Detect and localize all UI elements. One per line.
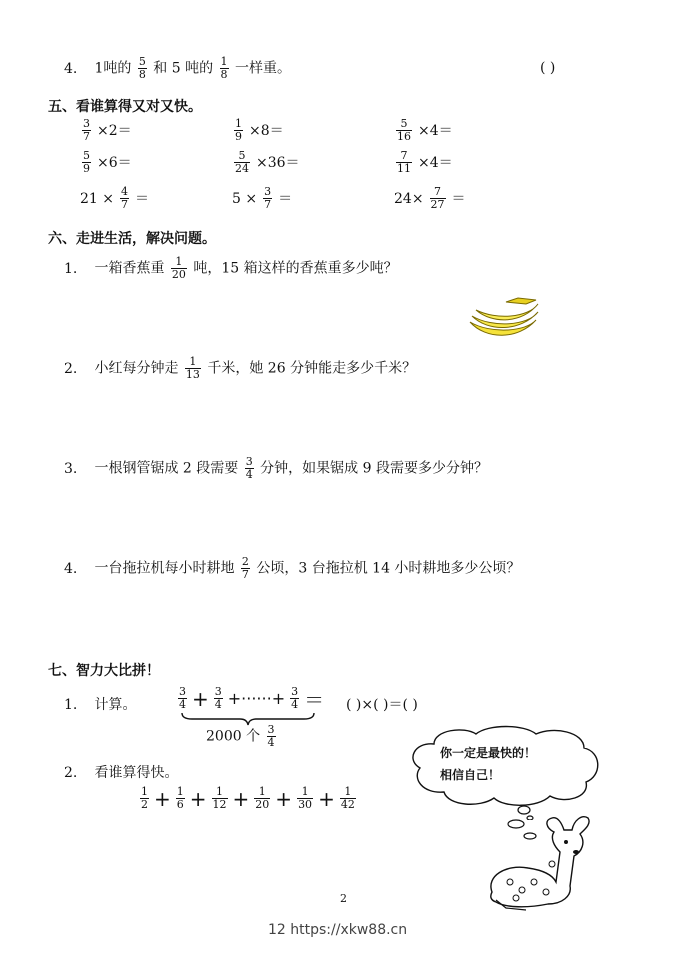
s7-q1-brace-label: [206, 724, 278, 749]
q4-top-number: 4.: [64, 60, 78, 77]
problem-fraction: $\frac{7}{11}$: [397, 149, 411, 175]
s6-q4-text-b: 公顷，3 台拖拉机 14 小时耕地多少公顷？: [256, 560, 521, 577]
q4-top-text-a: 1吨的: [94, 60, 132, 77]
s7-q1-answer: ( )×( )＝( ): [346, 697, 418, 713]
s6-q1: [64, 256, 398, 281]
s7-q2-frac-6: $\frac{1}{42}$: [340, 785, 355, 811]
s6-q1-text-a: 一箱香蕉重: [94, 260, 165, 277]
page-number: 2: [340, 892, 347, 905]
s7-q1-frac-3: $\frac{3}{4}$: [291, 685, 299, 711]
q4-top-frac-b: $\frac{1}{8}$: [220, 55, 228, 81]
q4-top: [64, 56, 291, 81]
section7-title: 七、智力大比拼！: [48, 663, 160, 679]
problem-tail: ×36＝: [256, 154, 300, 171]
problem-fraction: $\frac{7}{27}$: [430, 185, 445, 211]
s6-q3: [64, 456, 488, 481]
s6-q3-text-b: 分钟，如果锯成 9 段需要多少分钟？: [260, 460, 488, 477]
banana-icon: [466, 296, 542, 344]
problem-tail: ×2＝: [97, 122, 132, 139]
bubble-text: [440, 742, 536, 786]
s7-q2-expression: [138, 786, 358, 811]
s7-q1-frac-2: $\frac{3}{4}$: [214, 685, 222, 711]
bubble-line-1: 你一定是最快的！: [440, 746, 537, 760]
q4-top-answer-paren: ( ): [540, 60, 556, 76]
section5-problem: [394, 150, 453, 175]
problem-tail: ＝: [451, 190, 466, 207]
problem-tail: ＝: [135, 190, 149, 207]
problem-fraction: $\frac{3}{7}$: [83, 117, 90, 143]
s7-q2-frac-5: $\frac{1}{30}$: [298, 785, 313, 811]
s7-q1-label-row: [64, 694, 136, 714]
section5-title: 五、看谁算得又对又快。: [48, 99, 202, 115]
s7-q1-equals: ＝: [304, 688, 325, 712]
s7-q2-plus-4: +: [275, 786, 293, 811]
s6-q2-frac: $\frac{1}{13}$: [185, 355, 200, 381]
problem-fraction: $\frac{4}{7}$: [121, 185, 128, 211]
s7-q2-frac-3: $\frac{1}{12}$: [212, 785, 227, 811]
s7-q2-number: 2.: [64, 765, 78, 781]
s6-q1-text-b: 吨，15 箱这样的香蕉重多少吨？: [193, 260, 398, 277]
problem-tail: ×6＝: [97, 154, 132, 171]
s7-q1-expression: [176, 684, 327, 713]
s6-q2-number: 2.: [64, 360, 78, 377]
s7-q2-frac-4: $\frac{1}{20}$: [255, 785, 270, 811]
s6-q2-text-b: 千米，她 26 分钟能走多少千米？: [207, 360, 417, 377]
s6-q3-frac: $\frac{3}{4}$: [245, 455, 253, 481]
problem-tail: ＝: [278, 190, 293, 207]
s6-q4-number: 4.: [64, 560, 78, 577]
section5-problem: [80, 118, 132, 143]
problem-fraction: $\frac{5}{16}$: [397, 117, 411, 143]
problem-tail: ×4＝: [418, 154, 453, 171]
s7-q1-brace-frac: $\frac{3}{4}$: [267, 723, 275, 749]
s7-q1-plus: +: [192, 686, 209, 711]
section5-problem: [232, 186, 292, 211]
s7-q2-label-row: [64, 762, 178, 782]
s6-q4-frac: $\frac{2}{7}$: [241, 555, 249, 581]
s7-q1-dots: +······+: [227, 689, 286, 708]
footer-watermark[interactable]: 12 https://xkw88.cn: [268, 922, 408, 938]
s7-q1-label: 计算。: [94, 697, 137, 713]
problem-fraction: $\frac{1}{9}$: [235, 117, 242, 143]
s6-q4-text-a: 一台拖拉机每小时耕地: [94, 560, 235, 577]
section5-problem: [232, 150, 300, 175]
s7-q2-plus-2: +: [189, 786, 207, 811]
bubble-line-2: 相信自己！: [440, 768, 501, 782]
s6-q1-number: 1.: [64, 260, 78, 277]
s7-q2-plus-5: +: [318, 786, 335, 811]
s7-q2-plus-1: +: [154, 786, 171, 811]
s7-q2-label: 看谁算得快。: [94, 765, 179, 781]
problem-tail: ×8＝: [249, 122, 284, 139]
s7-q1-number: 1.: [64, 697, 78, 713]
s6-q3-text-a: 一根钢管锯成 2 段需要: [94, 460, 239, 477]
section5-problem: [394, 118, 453, 143]
section5-problem: [80, 150, 132, 175]
s6-q2: [64, 356, 416, 381]
s7-q1-brace-text: 2000 个: [206, 728, 261, 745]
problem-lead: 5 ×: [232, 190, 258, 207]
s6-q4: [64, 556, 520, 581]
section5-problem: [80, 186, 149, 211]
problem-lead: 24×: [394, 190, 424, 207]
section5-problem: [232, 118, 284, 143]
problem-lead: 21 ×: [80, 190, 114, 207]
problem-tail: ×4＝: [418, 122, 453, 139]
q4-top-text-c: 一样重。: [235, 60, 291, 77]
section6-title: 六、走进生活，解决问题。: [48, 231, 216, 247]
s7-q2-frac-2: $\frac{1}{6}$: [176, 785, 184, 811]
problem-fraction: $\frac{3}{7}$: [264, 185, 272, 211]
s7-q2-frac-1: $\frac{1}{2}$: [141, 785, 148, 811]
problem-fraction: $\frac{5}{24}$: [235, 149, 249, 175]
s6-q3-number: 3.: [64, 460, 78, 477]
deer-icon: [476, 812, 594, 918]
q4-top-text-b: 和 5 吨的: [153, 60, 214, 77]
s7-q1-frac-1: $\frac{3}{4}$: [179, 685, 186, 711]
s6-q1-frac: $\frac{1}{20}$: [171, 255, 186, 281]
q4-top-frac-a: $\frac{5}{8}$: [138, 55, 146, 81]
section5-problem: [394, 186, 466, 211]
s7-q2-plus-3: +: [232, 786, 250, 811]
s6-q2-text-a: 小红每分钟走: [94, 360, 179, 377]
problem-fraction: $\frac{5}{9}$: [83, 149, 90, 175]
